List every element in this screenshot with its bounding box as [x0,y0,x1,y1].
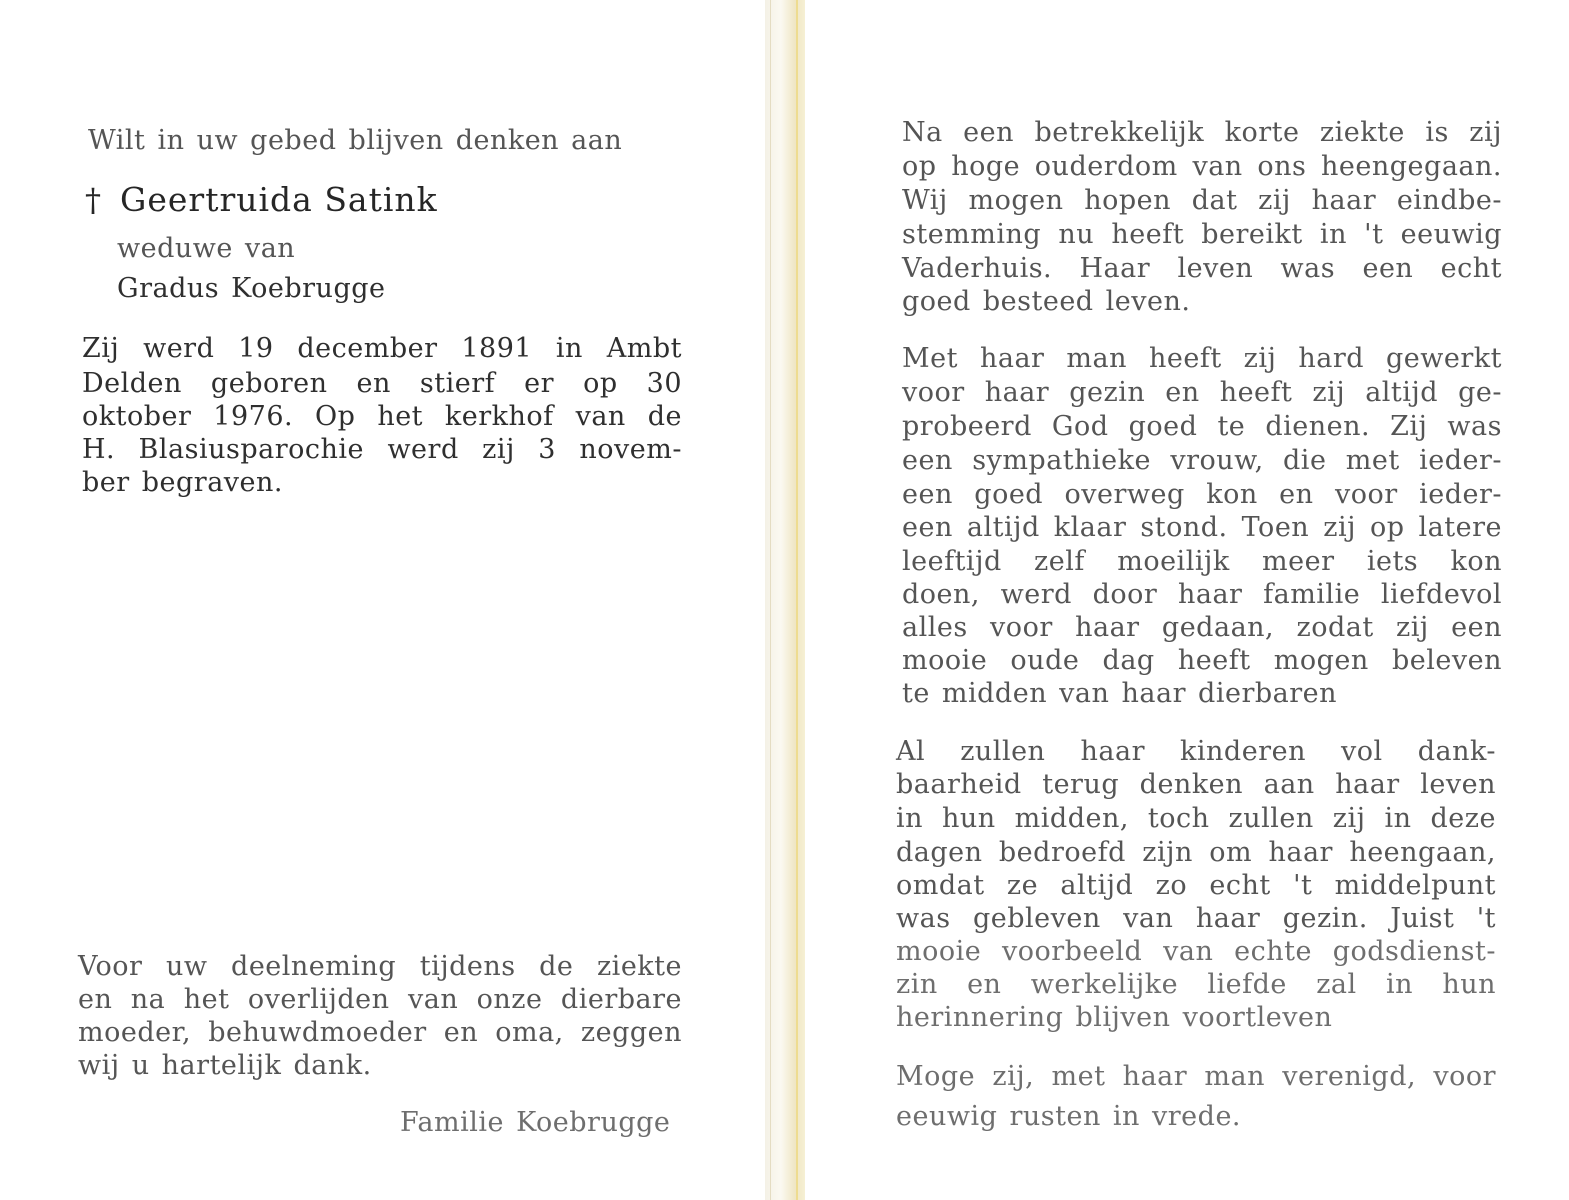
bio-line: H. Blasiusparochie werd zij 3 novem- [82,434,682,465]
paragraph1-line: Na een betrekkelijk korte ziekte is zij [902,117,1502,148]
closing-line: eeuwig rusten in vrede. [896,1101,1242,1132]
paragraph2-line: een altijd klaar stond. Toen zij op latere [902,512,1502,543]
thanks-line: wij u hartelijk dank. [78,1050,372,1081]
paragraph2-line: leeftijd zelf moeilijk meer iets kon [902,546,1502,577]
deceased-heading [85,180,438,220]
cross-icon: † [85,181,102,219]
family-signature: Familie Koebrugge [400,1107,671,1138]
paragraph1-line: stemming nu heeft bereikt in 't eeuwig [902,219,1502,250]
paragraph2-line: doen, werd door haar familie liefdevol [902,579,1502,610]
paragraph3-line: in hun midden, toch zullen zij in deze [896,803,1496,834]
card-fold [765,0,805,1200]
paragraph2-line: mooie oude dag heeft mogen beleven [902,645,1502,676]
fold-shadow-line [770,0,771,1200]
paragraph2-line: alles voor haar gedaan, zodat zij een [902,612,1502,643]
thanks-line: en na het overlijden van onze dierbare [78,984,682,1015]
paragraph1-line: Vaderhuis. Haar leven was een echt [902,253,1502,284]
paragraph1-line: Wij mogen hopen dat zij haar eindbe- [902,185,1502,216]
paragraph3-line: omdat ze altijd zo echt 't middelpunt [896,870,1496,901]
closing-line: Moge zij, met haar man verenigd, voor [896,1061,1496,1092]
paragraph2-line: een goed overweg kon en voor ieder- [902,479,1502,510]
thanks-line: Voor uw deelneming tijdens de ziekte [78,951,682,982]
paragraph2-line: voor haar gezin en heeft zij altijd ge- [902,377,1502,408]
prayer-intro: Wilt in uw gebed blijven denken aan [88,125,623,156]
paragraph3-line: was gebleven van haar gezin. Juist 't [896,903,1496,934]
thanks-line: moeder, behuwdmoeder en oma, zeggen [78,1017,682,1048]
paragraph2-line: probeerd God goed te dienen. Zij was [902,411,1502,442]
bio-line: Zij werd 19 december 1891 in Ambt [82,333,682,364]
widow-of-label: weduwe van [117,233,296,264]
paragraph2-line: Met haar man heeft zij hard gewerkt [902,343,1502,374]
paragraph3-line: zin en werkelijke liefde zal in hun [896,969,1496,1000]
paragraph1-line: goed besteed leven. [902,286,1191,317]
bio-line: ber begraven. [82,467,284,498]
paragraph3-line: mooie voorbeeld van echte godsdienst- [896,936,1496,967]
paragraph3-line: herinnering blijven voortleven [896,1002,1333,1033]
bio-line: oktober 1976. Op het kerkhof van de [82,401,682,432]
paragraph3-line: Al zullen haar kinderen vol dank- [896,736,1496,767]
deceased-name: Geertruida Satink [120,180,438,219]
paragraph2-line: een sympathieke vrouw, die met ieder- [902,445,1502,476]
paragraph3-line: dagen bedroefd zijn om haar heengaan, [896,837,1496,868]
paragraph1-line: op hoge ouderdom van ons heengegaan. [902,151,1502,182]
paragraph3-line: baarheid terug denken aan haar leven [896,769,1496,800]
paragraph2-line: te midden van haar dierbaren [902,678,1338,709]
spouse-name: Gradus Koebrugge [117,273,386,304]
bio-line: Delden geboren en stierf er op 30 [82,368,682,399]
fold-edge-line [796,0,798,1200]
